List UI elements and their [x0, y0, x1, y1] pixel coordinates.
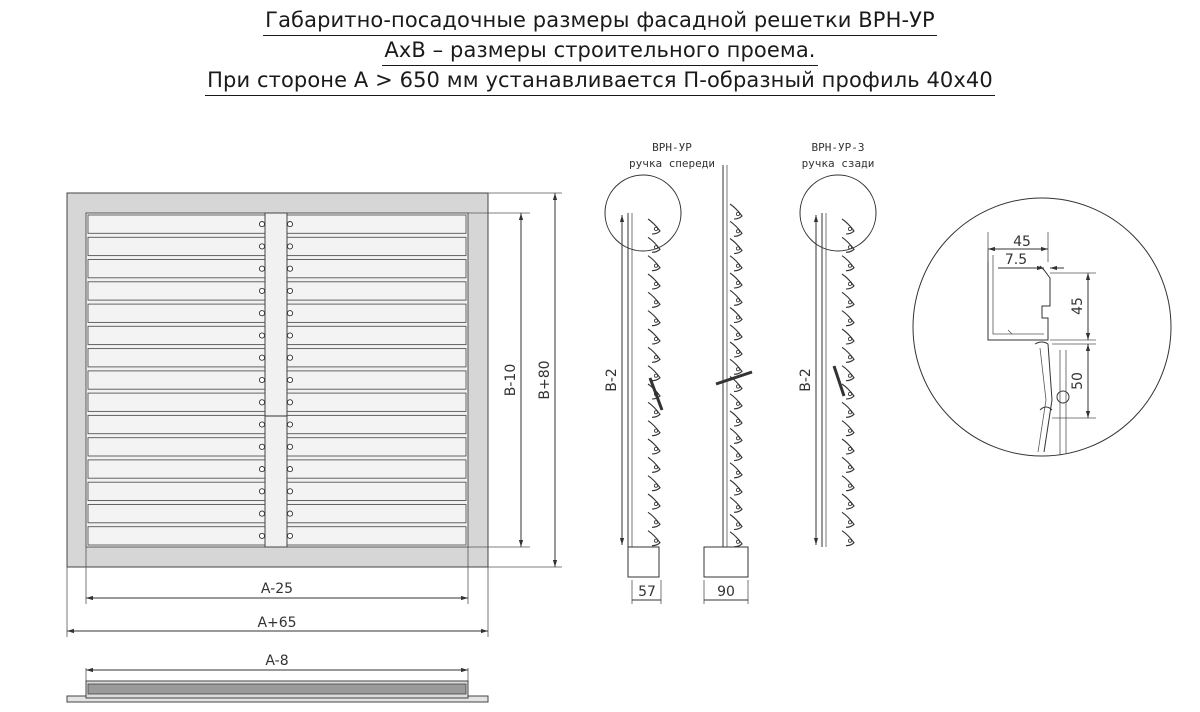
- section-blade: [730, 411, 742, 426]
- section-middle-dim-depth: 90: [717, 584, 735, 600]
- section-blade: [730, 308, 742, 323]
- hinge-right: [287, 444, 292, 449]
- blade-pivot: [654, 282, 657, 285]
- section-blade: [730, 428, 742, 443]
- section-blade: [730, 342, 742, 357]
- blade-pivot: [736, 454, 739, 457]
- title-line-3: При стороне А > 650 мм устанавливается П-образный профиль 40х40: [205, 66, 995, 96]
- section-blade: [648, 311, 660, 326]
- blade-pivot: [654, 337, 657, 340]
- blade-pivot: [736, 540, 739, 543]
- section-middle-base: [704, 547, 748, 577]
- section-rear-caption-note: ручка сзади: [801, 157, 875, 170]
- section-blade: [730, 239, 742, 254]
- section-front-dim-depth: 57: [638, 584, 656, 600]
- blade-pivot: [736, 506, 739, 509]
- blade-pivot: [654, 429, 657, 432]
- blade-pivot: [848, 264, 851, 267]
- hinge-left: [259, 222, 264, 227]
- blade-pivot: [848, 429, 851, 432]
- blade-pivot: [848, 319, 851, 322]
- section-blade: [648, 421, 660, 436]
- blade-pivot: [736, 471, 739, 474]
- hinge-right: [287, 266, 292, 271]
- blade-pivot: [848, 246, 851, 249]
- blade-pivot: [654, 447, 657, 450]
- blade-pivot: [654, 502, 657, 505]
- blade-pivot: [654, 466, 657, 469]
- blade-pivot: [848, 227, 851, 230]
- hinge-right: [287, 533, 292, 538]
- title-line-1: Габаритно-посадочные размеры фасадной решетки ВРН-УР: [263, 6, 937, 36]
- blade-pivot: [736, 402, 739, 405]
- blade-pivot: [654, 301, 657, 304]
- blade-pivot: [848, 521, 851, 524]
- section-blade: [648, 494, 660, 509]
- section-blade: [648, 439, 660, 454]
- detail-dim-profile-height: 45: [1070, 297, 1086, 315]
- section-blade: [730, 497, 742, 512]
- section-blade: [842, 274, 854, 289]
- hinge-right: [287, 377, 292, 382]
- hinge-right: [287, 511, 292, 516]
- hinge-left: [259, 355, 264, 360]
- title-line-2: АхВ – размеры строительного проема.: [382, 36, 817, 66]
- section-blade: [842, 494, 854, 509]
- section-blade: [842, 311, 854, 326]
- blade-pivot: [654, 411, 657, 414]
- section-blade: [648, 402, 660, 417]
- section-blade: [842, 219, 854, 234]
- section-blade: [730, 515, 742, 530]
- blade-pivot: [736, 488, 739, 491]
- section-blade: [648, 476, 660, 491]
- blade-pivot: [654, 374, 657, 377]
- section-blade: [842, 476, 854, 491]
- section-blade: [842, 292, 854, 307]
- section-blade: [648, 274, 660, 289]
- hinge-right: [287, 244, 292, 249]
- blade-pivot: [848, 484, 851, 487]
- blade-pivot: [736, 230, 739, 233]
- section-blade: [648, 457, 660, 472]
- dim-width-inner: A-25: [260, 581, 294, 597]
- hinge-left: [259, 377, 264, 382]
- section-blade: [842, 366, 854, 381]
- section-blade: [842, 421, 854, 436]
- hinge-right: [287, 222, 292, 227]
- hinge-right: [287, 288, 292, 293]
- hinge-left: [259, 288, 264, 293]
- blade-pivot: [848, 447, 851, 450]
- hinge-right: [287, 489, 292, 494]
- blade-pivot: [736, 419, 739, 422]
- section-blade: [730, 204, 742, 219]
- section-blade: [730, 290, 742, 305]
- section-blade: [648, 329, 660, 344]
- hinge-left: [259, 489, 264, 494]
- hinge-right: [287, 422, 292, 427]
- blade-pivot: [848, 282, 851, 285]
- section-blade: [648, 531, 660, 546]
- hinge-left: [259, 244, 264, 249]
- section-front-caption-note: ручка спереди: [628, 157, 716, 170]
- section-blade: [730, 480, 742, 495]
- section-blade: [842, 402, 854, 417]
- blade-pivot: [654, 521, 657, 524]
- section-front-blades: [648, 219, 660, 546]
- section-rear-handle: [834, 366, 844, 396]
- blade-pivot: [654, 319, 657, 322]
- blade-pivot: [848, 392, 851, 395]
- section-blade: [730, 359, 742, 374]
- section-blade: [730, 446, 742, 461]
- blade-pivot: [848, 374, 851, 377]
- section-blade: [730, 256, 742, 271]
- hinge-right: [287, 467, 292, 472]
- hinge-left: [259, 467, 264, 472]
- section-blade: [842, 347, 854, 362]
- section-blade: [648, 219, 660, 234]
- dim-height-outer: B+80: [537, 360, 553, 400]
- dim-top-width: A-8: [265, 653, 289, 669]
- dim-width-outer: A+65: [257, 615, 297, 631]
- section-blade: [730, 273, 742, 288]
- front-view: [67, 193, 562, 637]
- hinge-left: [259, 511, 264, 516]
- hinge-left: [259, 333, 264, 338]
- blade-pivot: [848, 301, 851, 304]
- blade-pivot: [736, 281, 739, 284]
- section-blade: [842, 439, 854, 454]
- section-blade: [648, 512, 660, 527]
- section-blade: [730, 221, 742, 236]
- blade-pivot: [736, 264, 739, 267]
- blade-pivot: [736, 385, 739, 388]
- section-front-handle: [604, 141, 715, 604]
- section-blade: [730, 532, 742, 547]
- section-front-caption-name: ВРН-УР: [652, 141, 692, 154]
- blade-pivot: [654, 227, 657, 230]
- blade-pivot: [848, 337, 851, 340]
- detail-callout-circle-rear: [800, 175, 876, 251]
- blade-pivot: [736, 212, 739, 215]
- section-front-dim-height: B-2: [604, 368, 620, 392]
- hinge-left: [259, 266, 264, 271]
- detail-dim-width: 45: [1013, 234, 1031, 250]
- blade-pivot: [654, 539, 657, 542]
- hinge-left: [259, 311, 264, 316]
- section-blade: [842, 329, 854, 344]
- section-blade: [648, 292, 660, 307]
- hinge-right: [287, 400, 292, 405]
- blade-pivot: [848, 502, 851, 505]
- detail-view: [913, 198, 1171, 460]
- section-rear-blades: [842, 219, 854, 546]
- section-blade: [648, 347, 660, 362]
- section-rear-caption-name: ВРН-УР-3: [811, 141, 865, 154]
- section-front-base: [628, 547, 659, 577]
- section-rear-handle: [798, 141, 876, 547]
- dim-height-inner: B-10: [503, 363, 519, 397]
- section-blade: [730, 394, 742, 409]
- blade-pivot: [848, 411, 851, 414]
- blade-pivot: [654, 356, 657, 359]
- blade-pivot: [654, 484, 657, 487]
- section-blade: [842, 512, 854, 527]
- blade-pivot: [736, 437, 739, 440]
- blade-pivot: [736, 350, 739, 353]
- blade-pivot: [848, 466, 851, 469]
- section-blade: [842, 256, 854, 271]
- hinge-left: [259, 400, 264, 405]
- hinge-left: [259, 444, 264, 449]
- hinge-left: [259, 422, 264, 427]
- section-middle: [704, 165, 752, 604]
- detail-circle: [913, 198, 1171, 456]
- blade-pivot: [654, 264, 657, 267]
- hinge-right: [287, 355, 292, 360]
- hinge-left: [259, 533, 264, 538]
- blade-pivot: [848, 356, 851, 359]
- detail-callout-circle: [605, 175, 681, 251]
- section-blade: [648, 256, 660, 271]
- blade-pivot: [736, 523, 739, 526]
- blade-pivot: [848, 539, 851, 542]
- blade-pivot: [736, 299, 739, 302]
- hinge-right: [287, 311, 292, 316]
- section-blade: [842, 531, 854, 546]
- detail-dim-blade-height: 50: [1070, 372, 1086, 390]
- detail-dim-offset: 7.5: [1004, 252, 1028, 268]
- section-rear-dim-height: B-2: [798, 368, 814, 392]
- section-blade: [730, 325, 742, 340]
- section-blade: [842, 457, 854, 472]
- hinge-right: [287, 333, 292, 338]
- central-handle-bar: [265, 213, 287, 547]
- blade-pivot: [736, 333, 739, 336]
- blade-pivot: [736, 368, 739, 371]
- top-view-blades: [88, 684, 466, 694]
- top-view: [67, 653, 488, 702]
- blade-pivot: [736, 247, 739, 250]
- section-blade: [730, 463, 742, 478]
- blade-pivot: [736, 316, 739, 319]
